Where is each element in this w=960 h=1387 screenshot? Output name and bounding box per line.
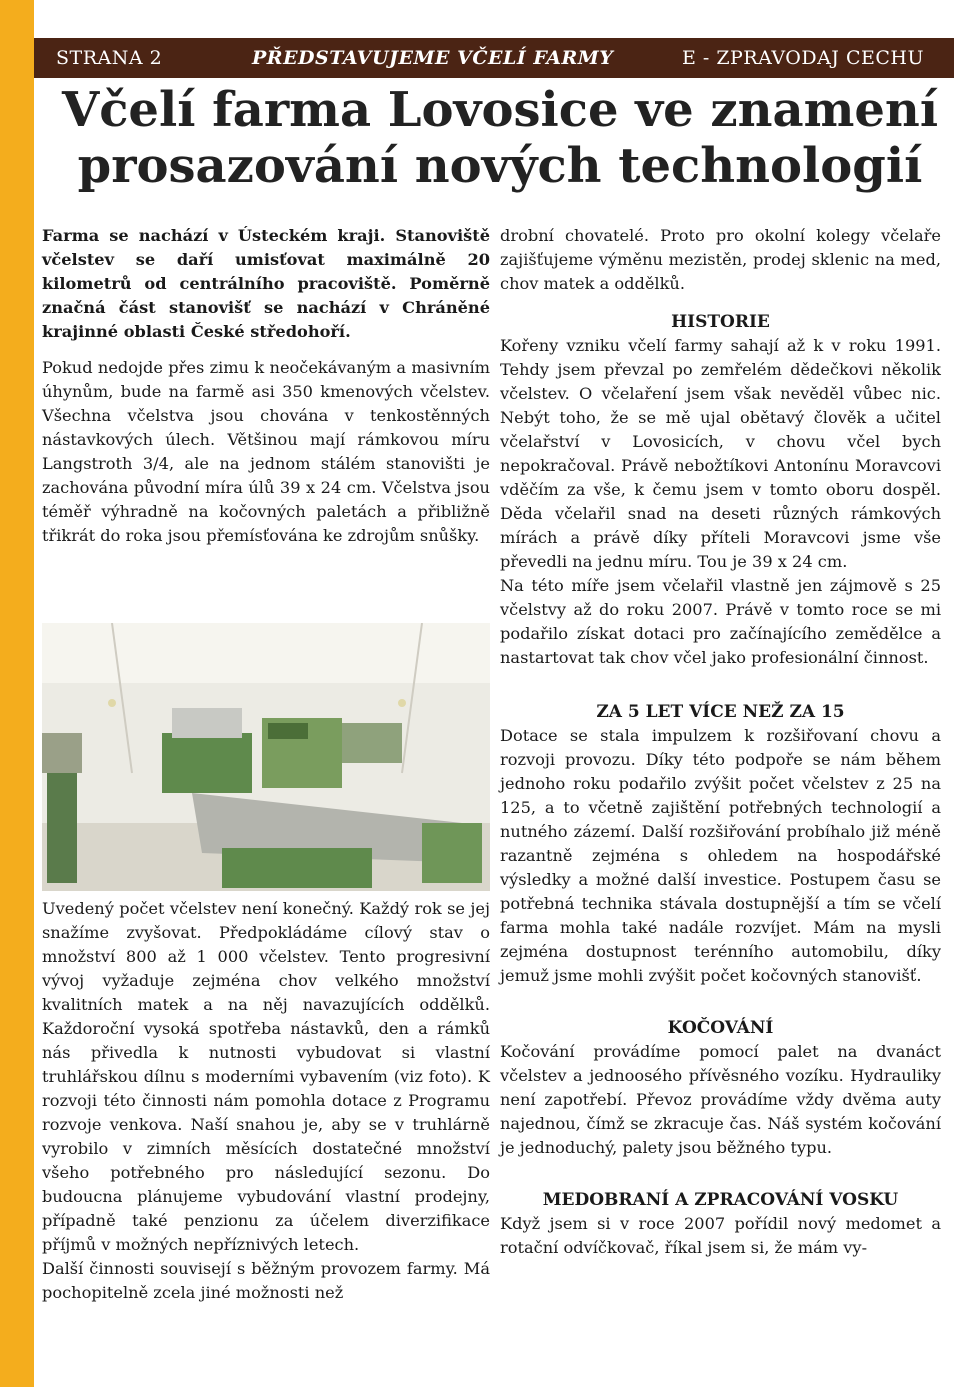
paragraph: Pokud nedojde přes zimu k neočekávaným a masivním úhynům, bude na farmě asi 350 kmenových včelstev. Všechna včelstva jsou chována v tenkostěnných nástavkových úlech. Většinou mají rámkovou míru Langstroth 3/4, ale na jednom stálém stanovišti je zachována původní míra úlů 39 x 24 cm. Včelstva jsou téměř výhradně na kočovných paletách a přibližně třikrát do roka jsou přemísťována ke zdrojům snůšky. (42, 358, 490, 545)
left-column-top (42, 224, 490, 548)
page-header (34, 38, 954, 78)
paragraph: Uvedený počet včelstev není konečný. Každý rok se jej snažíme zvyšovat. Předpokládáme cílový stav o množství 800 až 1 000 včelstev. Tento progresivní vývoj vyžaduje zejména chov velkého množství kvalitních matek a na něj navazujících oddělků. Každoroční vysoká spotřeba nástavků, den a rámků nás přivedla k nutnosti vybudovat si vlastní truhlářskou dílnu s moderními vybavením (viz foto). K rozvoji této činnosti nám pomohla dotace z Programu rozvoje venkova. Naší snahou je, aby se v truhlárně vyrobilo v zimních měsících dostatečné množství všeho potřebného pro následující sezonu. Do budoucna plánujeme vybudování vlastní prodejny, případně také penzionu za účelem diverzifikace příjmů v možných nepříznivých letech. (42, 899, 490, 1254)
section-heading-growth: ZA 5 LET VÍCE NEŽ ZA 15 (596, 702, 845, 722)
right-column (500, 224, 941, 1260)
section-heading-migration: KOČOVÁNÍ (667, 1018, 774, 1038)
page-number: STRANA 2 (56, 47, 163, 69)
publication-name: E - ZPRAVODAJ CECHU (681, 47, 924, 69)
paragraph: Kočování provádíme pomocí palet na dvanáct včelstev a jednoosého přívěsného vozíku. Hydrauliky není zapotřebí. Převoz provádíme vždy dvěma auty najednou, čímž se zkracuje čas. Náš systém kočování je jednoduchý, palety jsou běžného typu. (500, 1042, 941, 1157)
side-accent-bar (0, 0, 34, 1387)
section-heading-history: HISTORIE (671, 312, 770, 332)
paragraph: Když jsem si v roce 2007 pořídil nový medomet a rotační odvíčkovač, říkal jsem si, že mám vy- (500, 1214, 941, 1257)
lead-paragraph: Farma se nachází v Ústeckém kraji. Stanoviště včelstev se daří umisťovat maximálně 20 kilometrů od centrálního pracoviště. Poměrně značná část stanovišť se nachází v Chráněné krajinné oblasti České středohoří. (42, 226, 490, 341)
paragraph: Další činnosti souvisejí s běžným provozem farmy. Má pochopitelně zcela jiné možnosti než (42, 1259, 490, 1302)
left-column-bottom (42, 897, 490, 1305)
paragraph: Na této míře jsem včelařil vlastně jen zájmově s 25 včelstvy až do roku 2007. Právě v tomto roce se mi podařilo získat dotaci pro začínajícího zemědělce a nastartovat tak chov včel jako profesionální činnost. (500, 576, 941, 667)
paragraph: Dotace se stala impulzem k rozšiřovaní chovu a rozvoji provozu. Díky této podpoře se nám během jednoho roku podařilo zvýšit počet včelstev z 25 na 125, a to včetně zajištění potřebných technologií a nutného zázemí. Další rozšiřování probíhalo již méně razantně zejména s ohledem na hospodářské výsledky a možné další investice. Postupem času se potřebná technika stávala dostupnější a tím se včelí farma mohla také nadále rozvíjet. Mám na mysli zejména dostupnost terénního automobilu, díky jemuž jsme mohli zvýšit počet kočovných stanovišť. (500, 726, 941, 985)
paragraph: Kořeny vzniku včelí farmy sahají až k v roku 1991. Tehdy jsem převzal po zemřelém dědečkovi několik včelstev. O včelaření jsem však nevěděl vůbec nic. Nebýt toho, že se mě ujal obětavý člověk a učitel včelařství v Lovosicích, v chovu včel bych nepokračoval. Právě nebožtíkovi Antonínu Moravcovi vděčím za vše, k čemu jsem v tomto oboru dospěl. Děda včelařil snad na deseti různých rámkových mírách a právě díky příteli Moravcovi jsme vše převedli na jednu míru. Tou je 39 x 24 cm. (500, 336, 941, 571)
section-heading-honey-wax: MEDOBRANÍ A ZPRACOVÁNÍ VOSKU (542, 1190, 899, 1210)
section-name: PŘEDSTAVUJEME VČELÍ FARMY (252, 47, 614, 69)
workshop-photo (42, 623, 490, 891)
article-title: Včelí farma Lovosice ve znamení prosazování nových technologií (61, 82, 939, 194)
paragraph: drobní chovatelé. Proto pro okolní kolegy včelaře zajišťujeme výměnu mezistěn, prodej sklenic na med, chov matek a oddělků. (500, 226, 941, 293)
